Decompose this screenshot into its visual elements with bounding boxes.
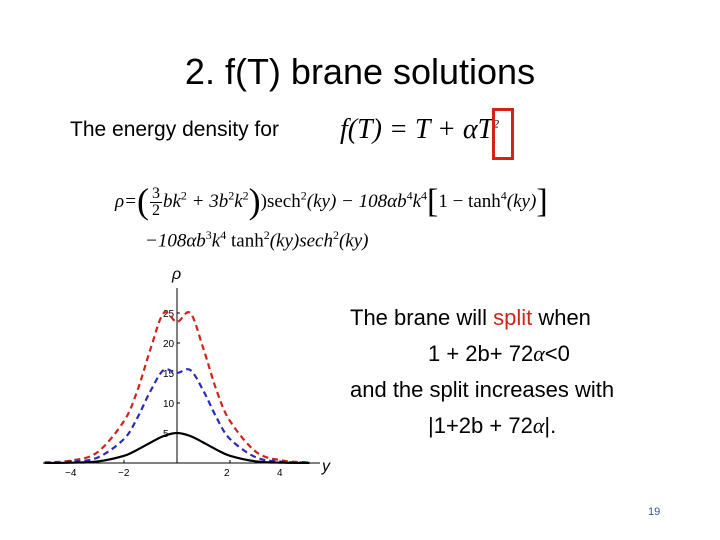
f-of-t-alpha: α — [462, 114, 478, 145]
cond-alpha: α — [533, 341, 545, 366]
exp-2d: 2 — [300, 188, 307, 203]
rho-equation-line-1 — [115, 180, 548, 222]
exp-2e: 2 — [263, 228, 270, 242]
split-word: split — [493, 305, 533, 330]
frac-denominator: 2 — [151, 202, 160, 220]
exp-2b: 2 — [228, 188, 235, 203]
sech-term: )sech — [260, 191, 301, 212]
cond-left: 1 + 2b+ 72 — [428, 341, 534, 366]
exp-4b: 4 — [421, 188, 428, 203]
line1-before: The brane will — [350, 305, 494, 330]
term-bk: bk — [162, 191, 181, 212]
mag-left: |1+2b + 72 — [428, 413, 533, 438]
page-number: 19 — [648, 506, 661, 518]
frac-numerator: 3 — [151, 185, 160, 203]
f-of-t-t: T — [477, 114, 494, 145]
condition-line — [350, 336, 614, 372]
rho-lhs: ρ= — [115, 191, 137, 212]
k4-term: k — [412, 191, 422, 212]
f-of-t-equation — [340, 114, 499, 146]
line1-after: when — [532, 305, 591, 330]
mag-alpha: α — [532, 413, 545, 438]
exp-4a: 4 — [406, 188, 413, 203]
intro-text: The energy density for — [70, 118, 279, 141]
term-k: k — [234, 191, 243, 212]
f-of-t-exponent: 2 — [493, 116, 500, 131]
open-bracket: [ — [427, 183, 439, 220]
y-tick-label: 10 — [163, 399, 175, 410]
energy-density-plot — [38, 262, 348, 484]
y-tick-label: 5 — [163, 429, 169, 440]
y-tick-label: 15 — [163, 369, 175, 380]
explanation-line-3: and the split increases with — [350, 377, 615, 402]
exp-4c: 4 — [500, 188, 507, 203]
fraction-three-halves — [150, 186, 162, 219]
open-paren: ( — [136, 181, 149, 221]
line2-ky2: (ky) — [338, 230, 369, 252]
exp-2a: 2 — [180, 188, 187, 203]
tanh-term: 1 − tanh — [438, 191, 501, 212]
y-tick-label: 25 — [163, 309, 175, 320]
alpha-highlight-box — [492, 108, 514, 160]
exp-3: 3 — [205, 228, 212, 242]
x-tick-label: −2 — [118, 468, 130, 479]
ky-term-1: (ky) − 108αb — [306, 191, 407, 212]
y-axis-label: ρ — [172, 266, 182, 283]
line2-ky1: (ky)sech — [269, 230, 333, 252]
y-tick-label: 20 — [163, 339, 175, 350]
magnitude-line — [350, 408, 614, 444]
line2-k4: k — [211, 230, 221, 252]
f-of-t-lhs: f(T) = T + — [340, 114, 463, 145]
mag-right: |. — [544, 413, 557, 438]
close-paren: ) — [248, 181, 261, 221]
close-bracket: ] — [536, 183, 548, 220]
x-axis-label: y — [322, 458, 330, 475]
x-tick-label: 4 — [277, 468, 283, 479]
explanation-line-1 — [350, 300, 614, 336]
line2-tanh: tanh — [226, 230, 264, 252]
term-3b: + 3b — [186, 191, 229, 212]
explanation-block — [350, 300, 614, 444]
line2-start: −108αb — [145, 230, 206, 252]
exp-2f: 2 — [332, 228, 339, 242]
x-tick-label: 2 — [224, 468, 230, 479]
exp-4d: 4 — [220, 228, 227, 242]
cond-right: <0 — [544, 341, 570, 366]
rho-equation-line-2 — [145, 228, 369, 252]
exp-2c: 2 — [242, 188, 249, 203]
slide-title: 2. f(T) brane solutions — [184, 51, 536, 92]
x-tick-label: −4 — [65, 468, 77, 479]
ky-term-2: (ky) — [506, 191, 537, 212]
